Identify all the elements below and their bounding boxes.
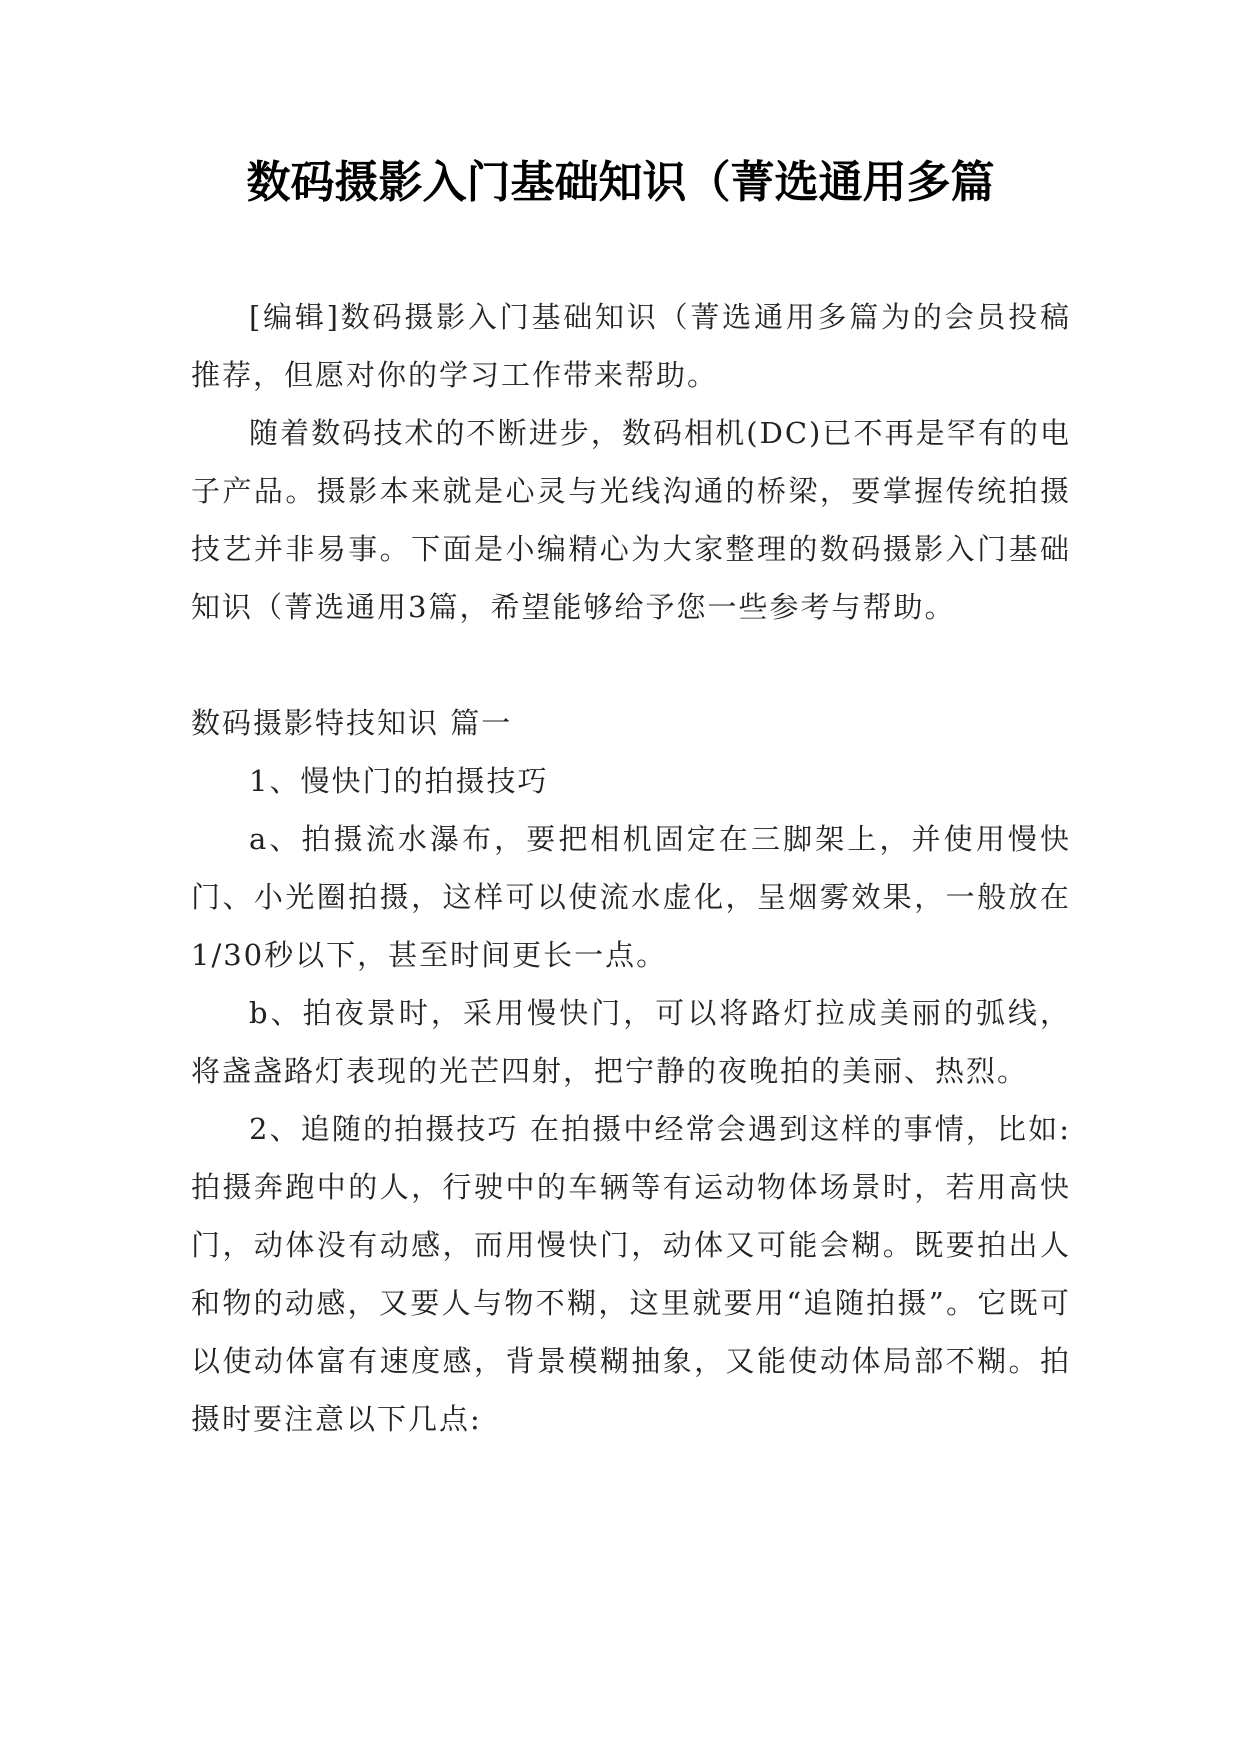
section-paragraph: b、拍夜景时，采用慢快门，可以将路灯拉成美丽的弧线，将盏盏路灯表现的光芒四射，把宁静的夜晚拍的美丽、热烈。 [191,996,1071,1088]
section-heading: 数码摄影特技知识 篇一 [191,706,513,740]
section-paragraph: 2、追随的拍摄技巧 在拍摄中经常会遇到这样的事情，比如:拍摄奔跑中的人，行驶中的车辆等有运动物体场景时，若用高快门，动体没有动感，而用慢快门，动体又可能会糊。既要拍出人和物的动感，又要人与物不糊，这里就要用“追随拍摄”。它既可以使动体富有速度感，背景模糊抽象，又能使动体局部不糊。拍摄时要注意以下几点: [191,1112,1071,1436]
document-title: 数码摄影入门基础知识（菁选通用多篇 [246,157,995,208]
intro-paragraph: [编辑]数码摄影入门基础知识（菁选通用多篇为的会员投稿推荐，但愿对你的学习工作带来帮助。 [191,300,1071,392]
section-paragraph: a、拍摄流水瀑布，要把相机固定在三脚架上，并使用慢快门、小光圈拍摄，这样可以使流水虚化，呈烟雾效果，一般放在1/30秒以下，甚至时间更长一点。 [191,822,1071,972]
intro-paragraph: 随着数码技术的不断进步，数码相机(DC)已不再是罕有的电子产品。摄影本来就是心灵与光线沟通的桥梁，要掌握传统拍摄技艺并非易事。下面是小编精心为大家整理的数码摄影入门基础知识（菁选通用3篇，希望能够给予您一些参考与帮助。 [191,416,1071,624]
document-body [191,288,1071,1448]
section-subheading: 1、慢快门的拍摄技巧 [249,764,549,798]
